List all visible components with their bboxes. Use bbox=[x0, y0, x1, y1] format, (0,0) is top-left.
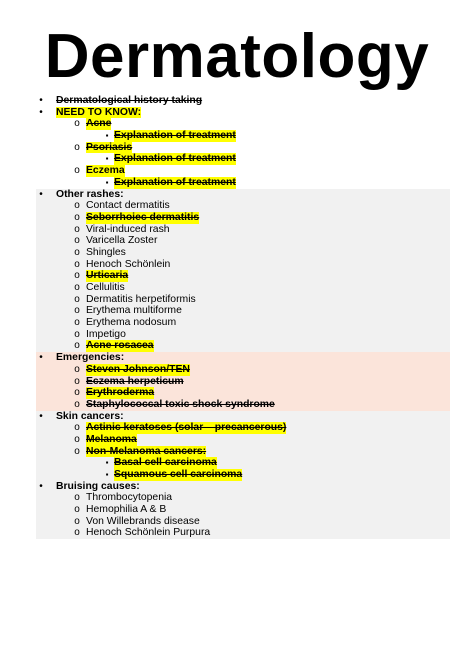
list-item-text: Actinic keratoses (solar – precancerous) bbox=[86, 422, 287, 434]
list-item bbox=[36, 376, 450, 388]
list-item-text: Thrombocytopenia bbox=[86, 492, 173, 504]
list-item bbox=[36, 516, 450, 528]
list-item bbox=[36, 118, 450, 130]
list-item-text: Erythema multiforme bbox=[86, 305, 182, 317]
list-item-text: Melanoma bbox=[86, 433, 137, 445]
circle-bullet-icon: o bbox=[74, 223, 80, 235]
circle-bullet-icon: o bbox=[74, 445, 80, 457]
list-item-text: Acne bbox=[86, 118, 112, 130]
list-item bbox=[36, 294, 450, 306]
circle-bullet-icon: o bbox=[74, 328, 80, 340]
square-bullet-icon: ▪ bbox=[105, 131, 109, 141]
square-bullet-icon: ▪ bbox=[105, 458, 109, 468]
list-item bbox=[36, 142, 450, 154]
list-item-text: Dermatological history taking bbox=[56, 95, 203, 106]
list-item-text: Other rashes: bbox=[56, 188, 124, 200]
list-item bbox=[36, 469, 450, 481]
list-item bbox=[36, 224, 450, 236]
list-item bbox=[36, 177, 450, 189]
list-item-text: Non-Melanoma cancers: bbox=[86, 445, 207, 457]
list-item bbox=[36, 446, 450, 458]
circle-bullet-icon: o bbox=[74, 305, 80, 317]
disc-bullet-icon: • bbox=[39, 410, 43, 422]
list-item bbox=[36, 200, 450, 212]
list-item-text: Explanation of treatment bbox=[114, 176, 236, 188]
circle-bullet-icon: o bbox=[74, 492, 80, 504]
list-item-text: Cellulitis bbox=[86, 282, 125, 293]
circle-bullet-icon: o bbox=[74, 527, 80, 539]
circle-bullet-icon: o bbox=[74, 375, 80, 387]
square-bullet-icon: ▪ bbox=[105, 470, 109, 479]
list-item-text: Erythroderma bbox=[86, 387, 155, 399]
list-item bbox=[36, 189, 450, 201]
list-item bbox=[36, 492, 450, 504]
list-item bbox=[36, 329, 450, 341]
circle-bullet-icon: o bbox=[74, 282, 80, 293]
outline-section bbox=[36, 481, 450, 539]
list-item-text: Varicella Zoster bbox=[86, 235, 158, 247]
circle-bullet-icon: o bbox=[74, 118, 80, 130]
list-item bbox=[36, 411, 450, 423]
circle-bullet-icon: o bbox=[74, 515, 80, 527]
disc-bullet-icon: • bbox=[39, 106, 43, 118]
list-item-text: Explanation of treatment bbox=[114, 153, 236, 165]
list-item bbox=[36, 504, 450, 516]
list-item bbox=[36, 212, 450, 224]
list-item bbox=[36, 481, 450, 493]
list-item-text: Shingles bbox=[86, 246, 126, 258]
outline-section bbox=[36, 189, 450, 353]
disc-bullet-icon: • bbox=[39, 95, 43, 106]
list-item-text: Hemophilia A & B bbox=[86, 504, 167, 516]
circle-bullet-icon: o bbox=[74, 165, 80, 177]
list-item-text: Eczema herpeticum bbox=[86, 375, 184, 387]
circle-bullet-icon: o bbox=[74, 246, 80, 258]
list-item-text: Eczema bbox=[86, 165, 125, 177]
list-item-text: Erythema nodosum bbox=[86, 317, 177, 329]
list-item bbox=[36, 364, 450, 376]
list-item bbox=[36, 270, 450, 282]
list-item-text: Seborrhoiec dermatitis bbox=[86, 211, 200, 223]
outline-section bbox=[36, 352, 450, 410]
list-item-text: Staphylococcal toxic shock syndrome bbox=[86, 398, 275, 410]
list-item-text: Squamous cell carcinoma bbox=[114, 469, 243, 480]
outline-list bbox=[36, 95, 450, 539]
list-item bbox=[36, 130, 450, 142]
list-item bbox=[36, 95, 450, 107]
circle-bullet-icon: o bbox=[74, 363, 80, 375]
square-bullet-icon: ▪ bbox=[105, 154, 109, 164]
circle-bullet-icon: o bbox=[74, 258, 80, 270]
list-item-text: Urticaria bbox=[86, 270, 129, 282]
circle-bullet-icon: o bbox=[74, 504, 80, 516]
list-item bbox=[36, 387, 450, 399]
circle-bullet-icon: o bbox=[74, 270, 80, 282]
list-item bbox=[36, 259, 450, 271]
list-item-text: Impetigo bbox=[86, 328, 126, 340]
list-item bbox=[36, 434, 450, 446]
list-item-text: Emergencies: bbox=[56, 352, 125, 364]
circle-bullet-icon: o bbox=[74, 433, 80, 445]
list-item bbox=[36, 282, 450, 294]
list-item-text: Skin cancers: bbox=[56, 410, 124, 422]
list-item bbox=[36, 457, 450, 469]
disc-bullet-icon: • bbox=[39, 188, 43, 200]
document-title: Dermatology bbox=[44, 22, 430, 91]
list-item-text: Psoriasis bbox=[86, 141, 133, 153]
list-item bbox=[36, 340, 450, 352]
list-item bbox=[36, 422, 450, 434]
list-item-text: Acne rosacea bbox=[86, 340, 154, 352]
outline-section bbox=[36, 411, 450, 481]
circle-bullet-icon: o bbox=[74, 398, 80, 410]
circle-bullet-icon: o bbox=[74, 422, 80, 434]
list-item bbox=[36, 399, 450, 411]
list-item bbox=[36, 527, 450, 539]
circle-bullet-icon: o bbox=[74, 387, 80, 399]
list-item bbox=[36, 153, 450, 165]
list-item bbox=[36, 165, 450, 177]
outline-section bbox=[36, 95, 450, 189]
list-item-text: Contact dermatitis bbox=[86, 200, 170, 212]
list-item-text: Dermatitis herpetiformis bbox=[86, 293, 196, 305]
circle-bullet-icon: o bbox=[74, 340, 80, 352]
circle-bullet-icon: o bbox=[74, 235, 80, 247]
list-item-text: Viral-induced rash bbox=[86, 223, 170, 235]
circle-bullet-icon: o bbox=[74, 317, 80, 329]
list-item bbox=[36, 235, 450, 247]
list-item bbox=[36, 317, 450, 329]
list-item bbox=[36, 305, 450, 317]
list-item-text: Steven Johnson/TEN bbox=[86, 363, 190, 375]
circle-bullet-icon: o bbox=[74, 200, 80, 212]
list-item-text: Henoch Schönlein Purpura bbox=[86, 527, 211, 539]
list-item bbox=[36, 107, 450, 119]
square-bullet-icon: ▪ bbox=[105, 177, 109, 187]
list-item-text: Von Willebrands disease bbox=[86, 515, 200, 527]
circle-bullet-icon: o bbox=[74, 211, 80, 223]
disc-bullet-icon: • bbox=[39, 352, 43, 364]
list-item-text: Explanation of treatment bbox=[114, 130, 236, 142]
list-item-text: Bruising causes: bbox=[56, 480, 140, 492]
circle-bullet-icon: o bbox=[74, 141, 80, 153]
list-item bbox=[36, 352, 450, 364]
disc-bullet-icon: • bbox=[39, 480, 43, 492]
list-item bbox=[36, 247, 450, 259]
list-item-text: NEED TO KNOW: bbox=[56, 106, 142, 118]
list-item-text: Henoch Schönlein bbox=[86, 258, 171, 270]
list-item-text: Basal cell carcinoma bbox=[114, 457, 217, 469]
circle-bullet-icon: o bbox=[74, 293, 80, 305]
